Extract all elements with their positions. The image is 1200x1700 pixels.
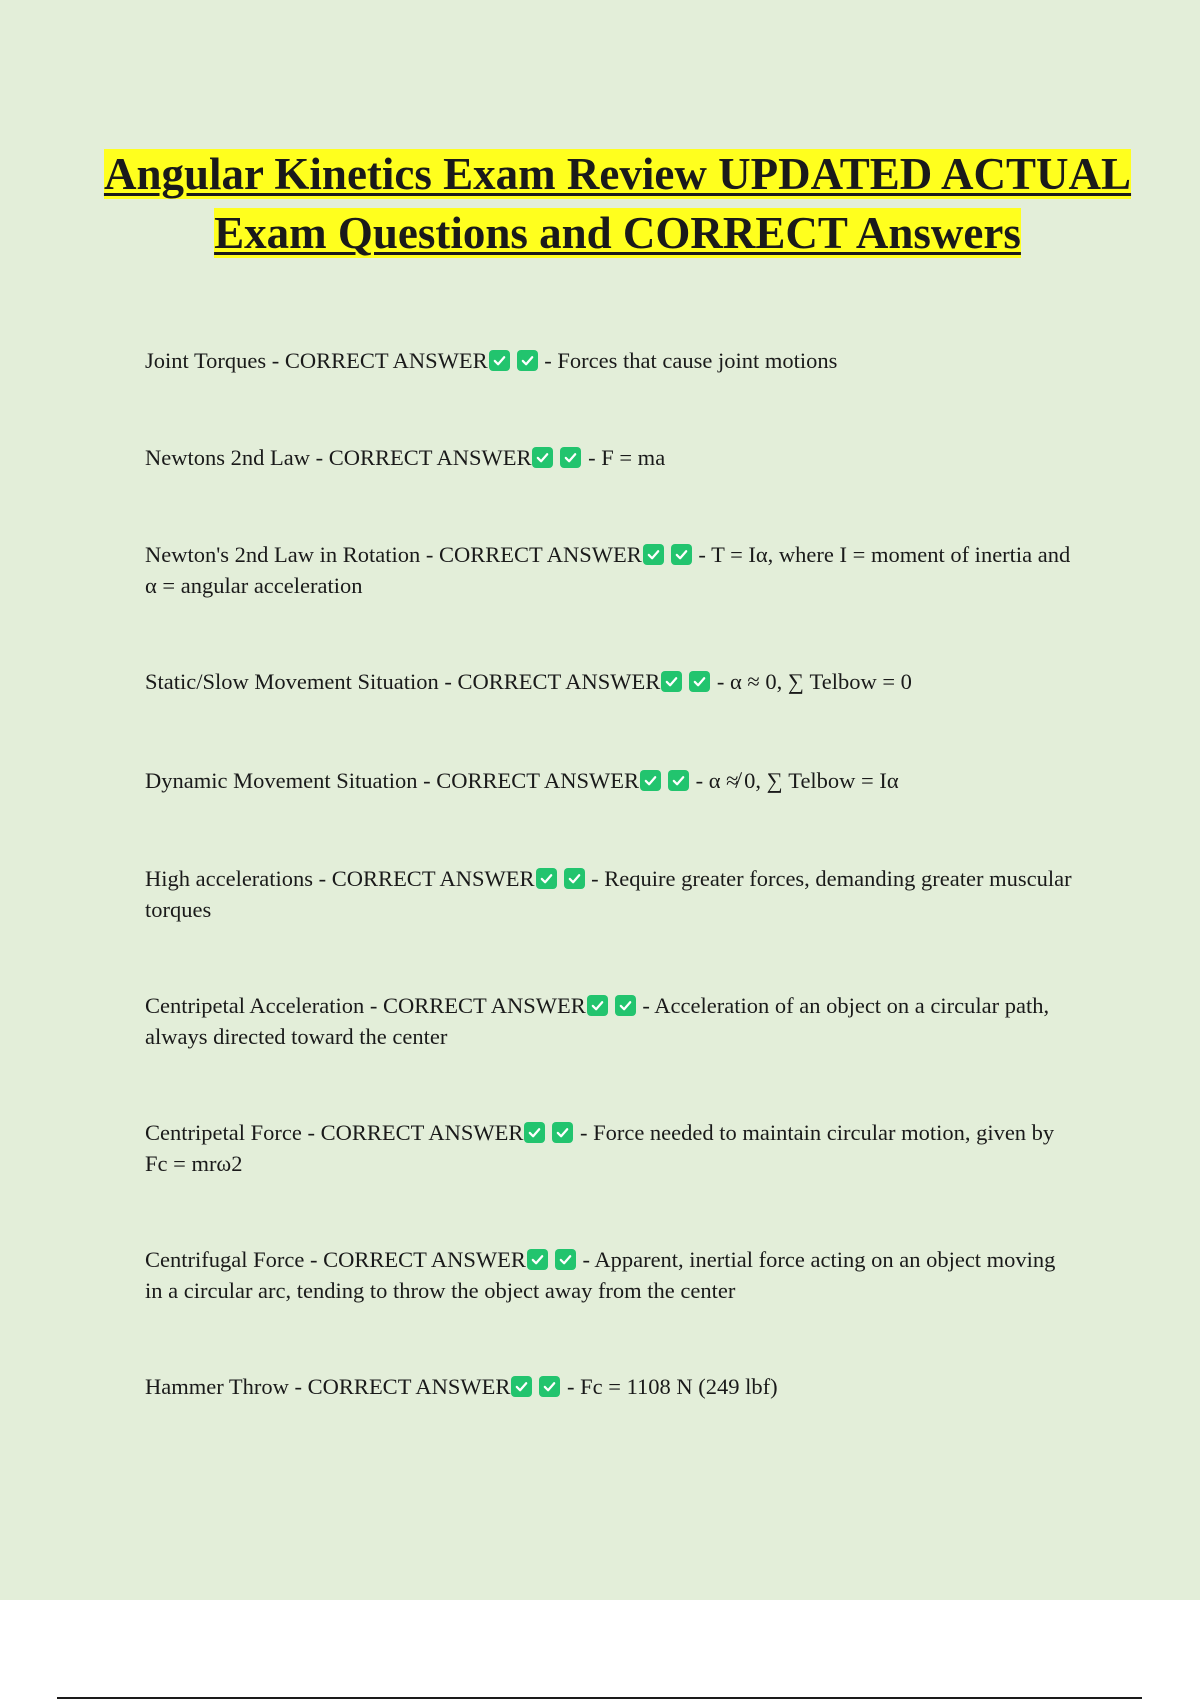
qa-answer: T = Iα, where I = moment of inertia and α = angular acceleration	[145, 542, 1071, 598]
qa-term: Newton's 2nd Law in Rotation	[145, 542, 421, 567]
qa-term: Static/Slow Movement Situation	[145, 669, 439, 694]
correct-answer-label: CORRECT ANSWER	[439, 542, 642, 567]
check-mark-icon	[643, 544, 664, 565]
check-mark-icon	[564, 868, 585, 889]
check-mark-icon	[668, 770, 689, 791]
correct-answer-label: CORRECT ANSWER	[457, 669, 661, 694]
check-mark-icon	[560, 447, 581, 468]
correct-answer-label: CORRECT ANSWER	[383, 993, 586, 1018]
correct-answer-label: CORRECT ANSWER	[323, 1247, 526, 1272]
qa-term: Centripetal Force	[145, 1120, 302, 1145]
qa-answer: α ≈ 0, ∑ Telbow = 0	[730, 669, 912, 694]
check-mark-icon	[615, 995, 636, 1016]
check-mark-icon	[539, 1376, 560, 1397]
qa-item: Static/Slow Movement Situation - CORRECT ANSWER - α ≈ 0, ∑ Telbow = 0	[145, 669, 912, 694]
check-mark-icon	[536, 868, 557, 889]
correct-answer-label: CORRECT ANSWER	[320, 1120, 524, 1145]
qa-item: Hammer Throw - CORRECT ANSWER - Fc = 1108 N (249 lbf)	[145, 1374, 778, 1399]
correct-answer-label: CORRECT ANSWER	[436, 768, 639, 793]
qa-answer: Force needed to maintain circular motion, given by Fc = mrω2	[145, 1120, 1055, 1176]
check-mark-icon	[532, 447, 553, 468]
correct-answer-label: CORRECT ANSWER	[307, 1374, 511, 1399]
qa-answer: Forces that cause joint motions	[557, 348, 838, 373]
qa-item: Newtons 2nd Law - CORRECT ANSWER - F = ma	[145, 445, 666, 470]
check-mark-icon	[661, 671, 682, 692]
correct-answer-label: CORRECT ANSWER	[284, 348, 488, 373]
check-mark-icon	[517, 350, 538, 371]
qa-item: High accelerations - CORRECT ANSWER - Require greater forces, demanding greater muscular torques	[145, 866, 1072, 922]
qa-item: Newton's 2nd Law in Rotation - CORRECT ANSWER - T = Iα, where I = moment of inertia and α = angular acceleration	[145, 542, 1071, 598]
check-mark-icon	[552, 1122, 573, 1143]
correct-answer-label: CORRECT ANSWER	[328, 445, 532, 470]
qa-term: Hammer Throw	[145, 1374, 289, 1399]
qa-item: Centrifugal Force - CORRECT ANSWER - Apparent, inertial force acting on an object moving in a circular arc, tending to throw the object away from the center	[145, 1247, 1056, 1303]
qa-item: Centripetal Force - CORRECT ANSWER - Force needed to maintain circular motion, given by Fc = mrω2	[145, 1120, 1055, 1176]
qa-answer: F = ma	[601, 445, 666, 470]
correct-answer-label: CORRECT ANSWER	[331, 866, 535, 891]
check-mark-icon	[489, 350, 510, 371]
qa-answer: Fc = 1108 N (249 lbf)	[580, 1374, 778, 1399]
check-mark-icon	[640, 770, 661, 791]
qa-answer: α ≉ 0, ∑ Telbow = Iα	[708, 768, 899, 793]
check-mark-icon	[689, 671, 710, 692]
qa-item: Joint Torques - CORRECT ANSWER - Forces that cause joint motions	[145, 348, 838, 373]
qa-item: Centripetal Acceleration - CORRECT ANSWER - Acceleration of an object on a circular path, always directed toward the center	[145, 993, 1050, 1049]
qa-answer: Apparent, inertial force acting on an object moving in a circular arc, tending to throw the object away from the center	[145, 1247, 1056, 1303]
check-mark-icon	[587, 995, 608, 1016]
check-mark-icon	[524, 1122, 545, 1143]
check-mark-icon	[527, 1249, 548, 1270]
qa-term: Joint Torques	[145, 348, 267, 373]
qa-term: Centrifugal Force	[145, 1247, 305, 1272]
check-mark-icon	[511, 1376, 532, 1397]
check-mark-icon	[555, 1249, 576, 1270]
qa-term: High accelerations	[145, 866, 314, 891]
footer-divider	[57, 1697, 1142, 1699]
document-title	[90, 145, 1145, 263]
document-title-text: Angular Kinetics Exam Review UPDATED ACTUAL Exam Questions and CORRECT Answers	[103, 149, 1132, 258]
qa-item: Dynamic Movement Situation - CORRECT ANSWER - α ≉ 0, ∑ Telbow = Iα	[145, 768, 899, 793]
qa-answer: Acceleration of an object on a circular path, always directed toward the center	[145, 993, 1050, 1049]
check-mark-icon	[671, 544, 692, 565]
qa-term: Dynamic Movement Situation	[145, 768, 418, 793]
qa-answer: Require greater forces, demanding greater muscular torques	[145, 866, 1072, 922]
title-block	[90, 145, 1145, 263]
qa-term: Newtons 2nd Law	[145, 445, 310, 470]
qa-term: Centripetal Acceleration	[145, 993, 365, 1018]
